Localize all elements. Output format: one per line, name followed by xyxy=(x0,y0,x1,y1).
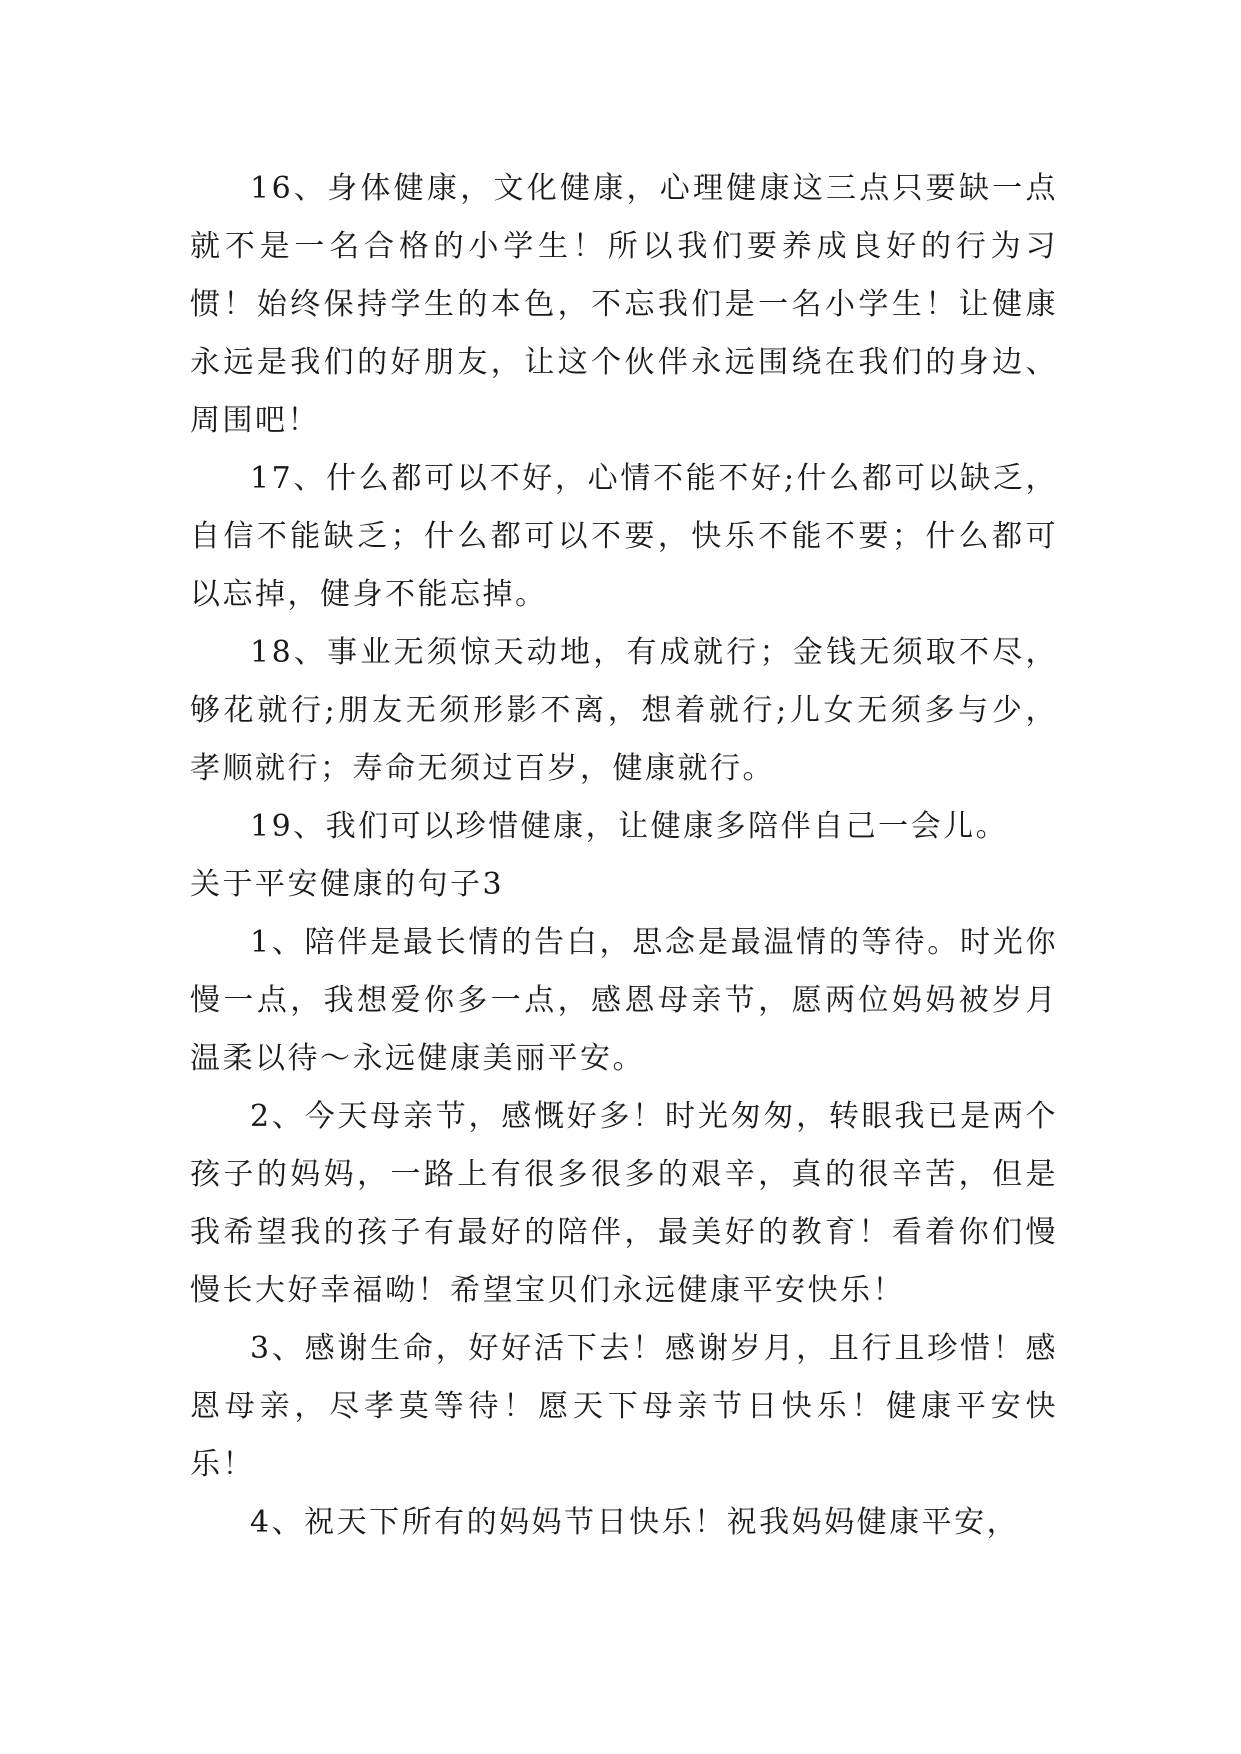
document-body xyxy=(190,160,1058,1552)
paragraph-18: 18、事业无须惊天动地，有成就行；金钱无须取不尽，够花就行;朋友无须形影不离，想着就行;儿女无须多与少，孝顺就行；寿命无须过百岁，健康就行。 xyxy=(190,635,1058,786)
paragraph-2: 2、今天母亲节，感慨好多！时光匆匆，转眼我已是两个孩子的妈妈，一路上有很多很多的艰辛，真的很辛苦，但是我希望我的孩子有最好的陪伴，最美好的教育！看着你们慢慢长大好幸福呦！希望宝贝们永远健康平安快乐！ xyxy=(190,1099,1058,1308)
paragraph-19: 19、我们可以珍惜健康，让健康多陪伴自己一会儿。 xyxy=(250,809,1009,844)
section-heading: 关于平安健康的句子3 xyxy=(190,867,505,902)
paragraph-3: 3、感谢生命，好好活下去！感谢岁月，且行且珍惜！感恩母亲，尽孝莫等待！愿天下母亲节日快乐！健康平安快乐！ xyxy=(190,1331,1058,1482)
paragraph-17: 17、什么都可以不好，心情不能不好;什么都可以缺乏，自信不能缺乏；什么都可以不要，快乐不能不要；什么都可以忘掉，健身不能忘掉。 xyxy=(190,461,1058,612)
paragraph-4: 4、祝天下所有的妈妈节日快乐！祝我妈妈健康平安， xyxy=(250,1505,1020,1540)
paragraph-16: 16、身体健康，文化健康，心理健康这三点只要缺一点就不是一名合格的小学生！所以我们要养成良好的行为习惯！始终保持学生的本色，不忘我们是一名小学生！让健康永远是我们的好朋友，让这个伙伴永远围绕在我们的身边、周围吧！ xyxy=(190,171,1058,438)
paragraph-1: 1、陪伴是最长情的告白，思念是最温情的等待。时光你慢一点，我想爱你多一点，感恩母亲节，愿两位妈妈被岁月温柔以待～永远健康美丽平安。 xyxy=(190,925,1058,1076)
